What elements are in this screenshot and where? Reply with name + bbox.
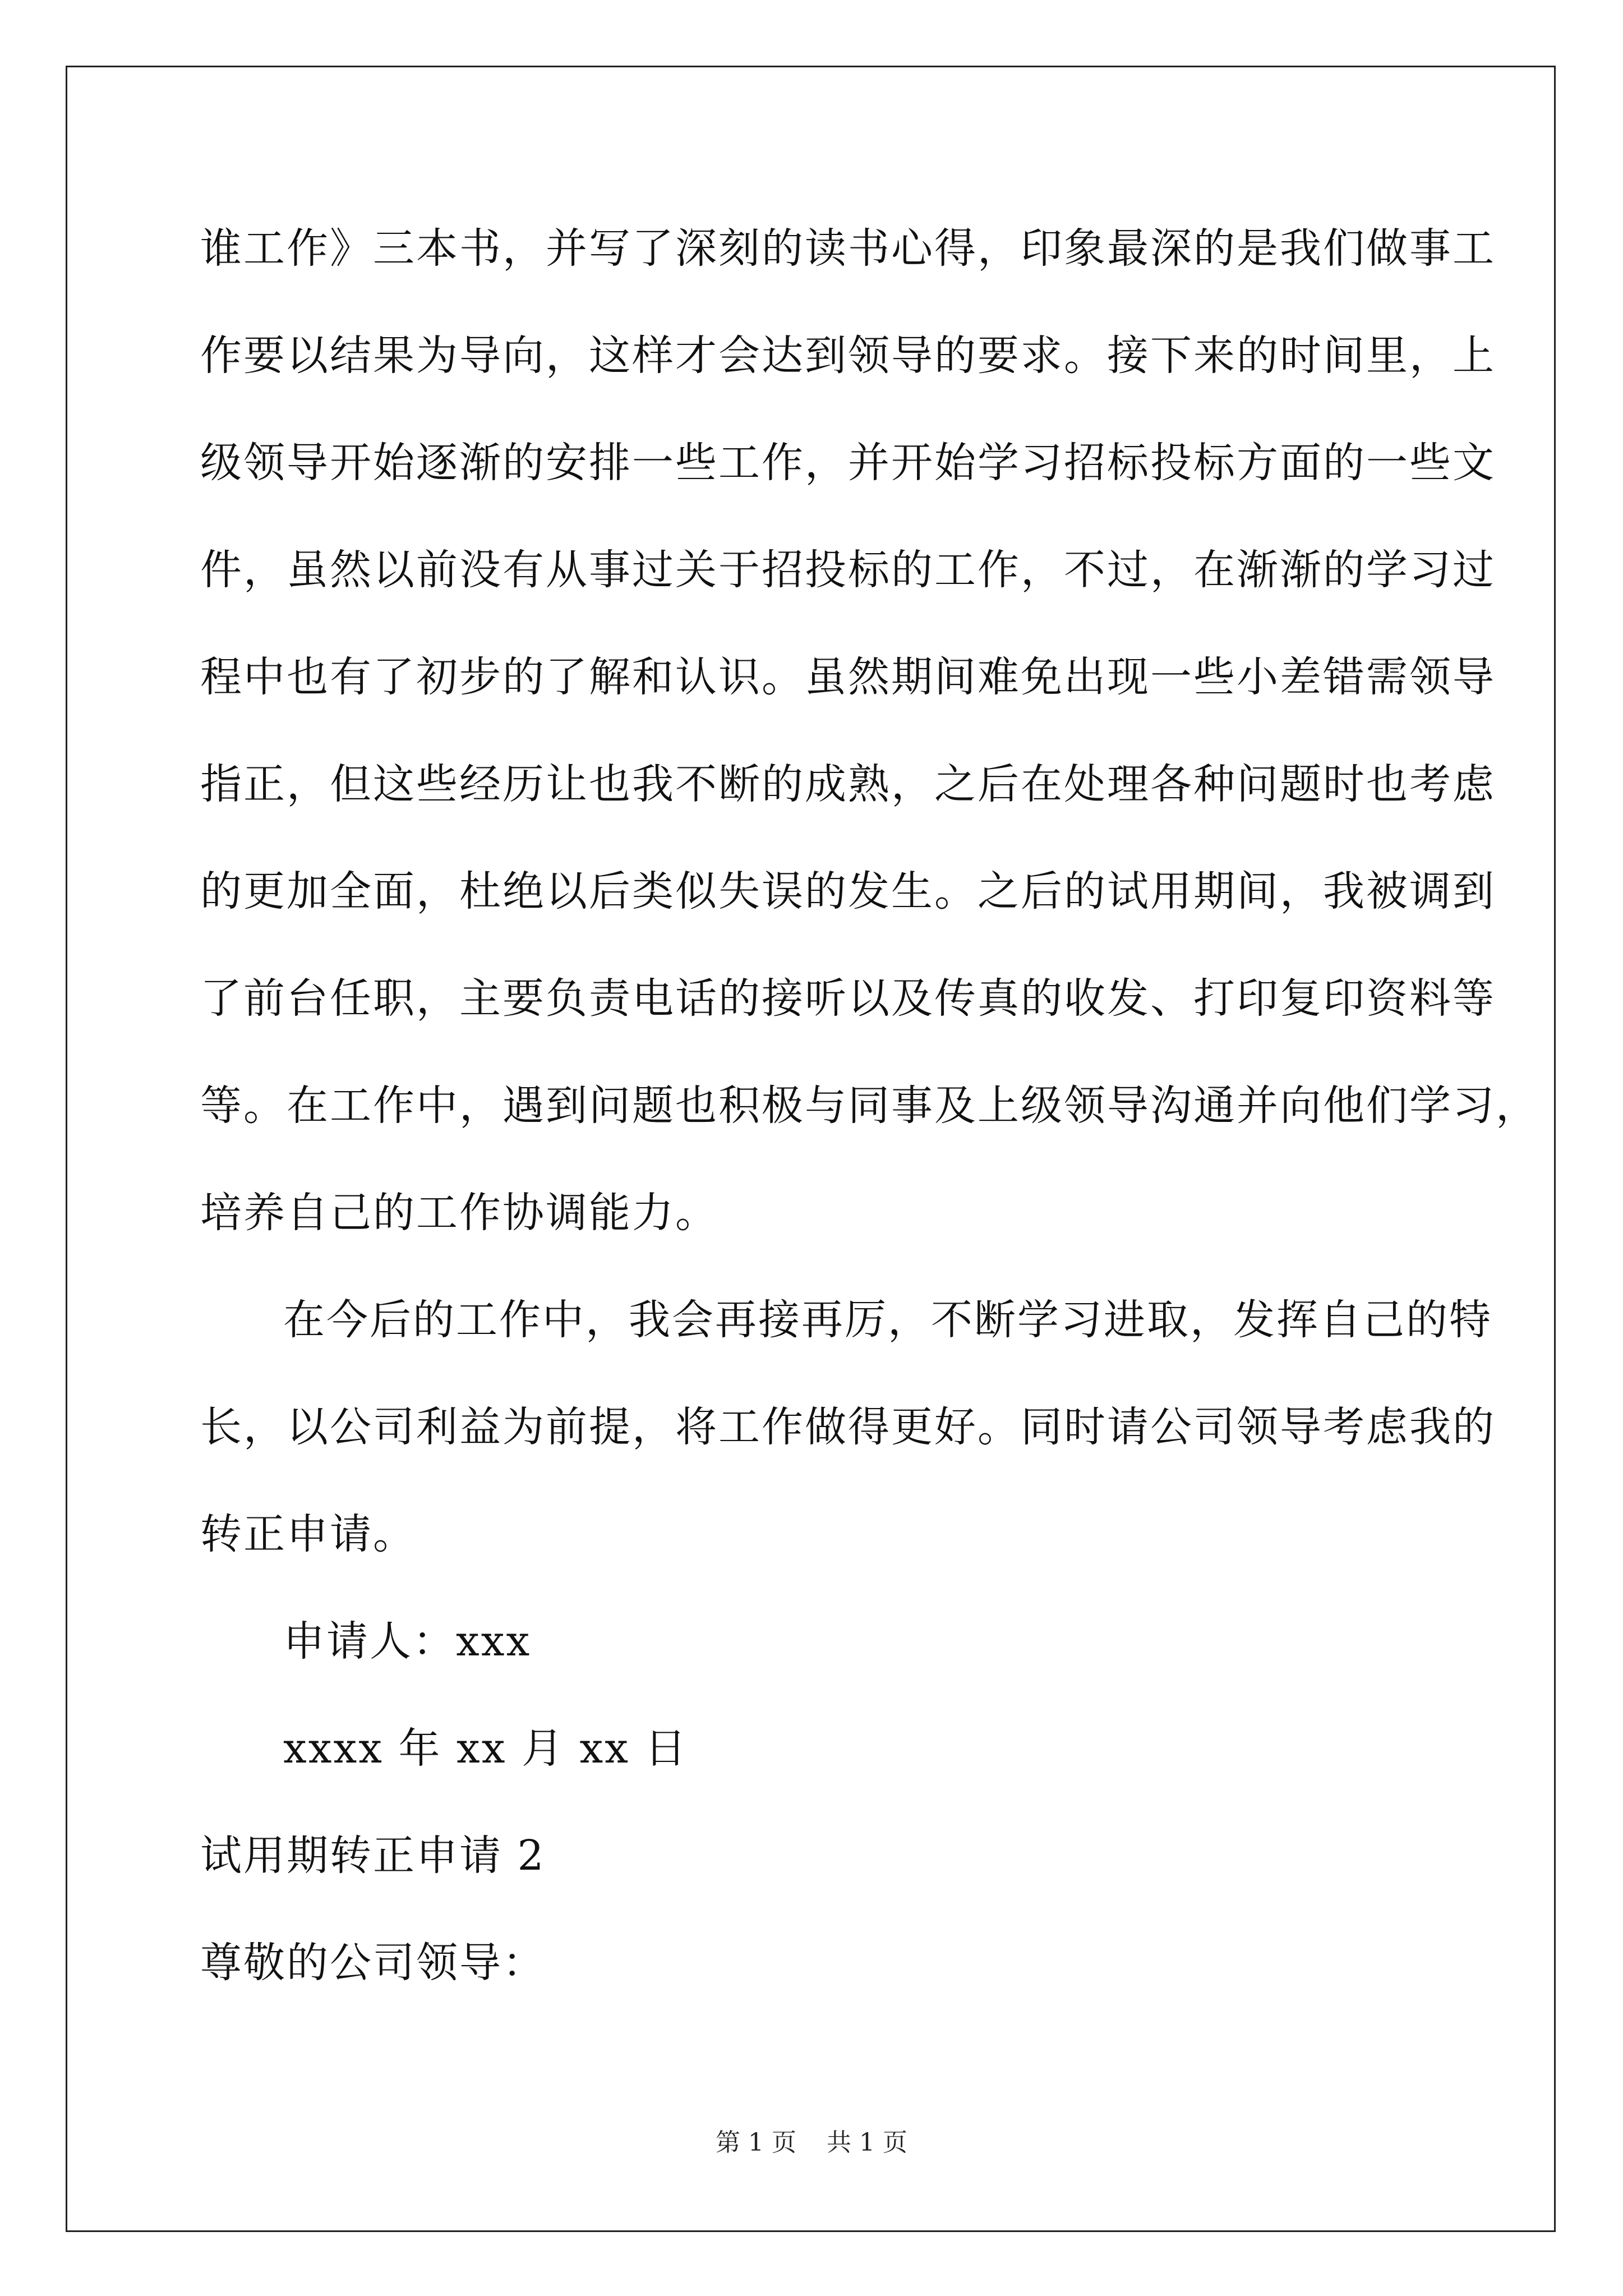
paragraph-2 <box>200 1286 1496 1608</box>
text-line: 谁工作》三本书，并写了深刻的读书心得，印象最深的是我们做事工 <box>200 224 1496 273</box>
text-line: 作要以结果为导向，这样才会达到领导的要求。接下来的时间里，上 <box>200 332 1496 380</box>
document-body <box>200 215 1539 2036</box>
text-line: 级领导开始逐渐的安排一些工作，并开始学习招标投标方面的一些文 <box>200 439 1496 487</box>
section-title: 试用期转正申请 2 <box>200 1832 546 1880</box>
text-line: 了前台任职，主要负责电话的接听以及传真的收发、打印复印资料等 <box>200 974 1496 1023</box>
text-line: 件，虽然以前没有从事过关于招投标的工作，不过，在渐渐的学习过 <box>200 546 1496 594</box>
salutation: 尊敬的公司领导： <box>200 1939 546 1987</box>
page-footer <box>0 2126 1623 2160</box>
text-line: 的更加全面，杜绝以后类似失误的发生。之后的试用期间，我被调到 <box>200 867 1496 915</box>
paragraph-1 <box>200 215 1539 1286</box>
applicant-line: 申请人：xxx <box>283 1617 532 1665</box>
date-line: xxxx 年 xx 月 xx 日 <box>283 1724 688 1773</box>
text-line: 培养自己的工作协调能力。 <box>200 1189 718 1237</box>
text-line: 指正，但这些经历让也我不断的成熟，之后在处理各种问题时也考虑 <box>200 760 1496 808</box>
total-pages: 共 1 页 <box>827 2128 907 2157</box>
text-line: 转正申请。 <box>200 1510 416 1558</box>
text-line: 在今后的工作中，我会再接再厉，不断学习进取，发挥自己的特 <box>283 1296 1492 1344</box>
text-line: 程中也有了初步的了解和认识。虽然期间难免出现一些小差错需领导 <box>200 653 1496 701</box>
text-line: 等。在工作中，遇到问题也积极与同事及上级领导沟通并向他们学习， <box>200 1082 1539 1130</box>
text-line: 长，以公司利益为前提，将工作做得更好。同时请公司领导考虑我的 <box>200 1403 1496 1451</box>
page-number: 第 1 页 <box>716 2128 796 2157</box>
